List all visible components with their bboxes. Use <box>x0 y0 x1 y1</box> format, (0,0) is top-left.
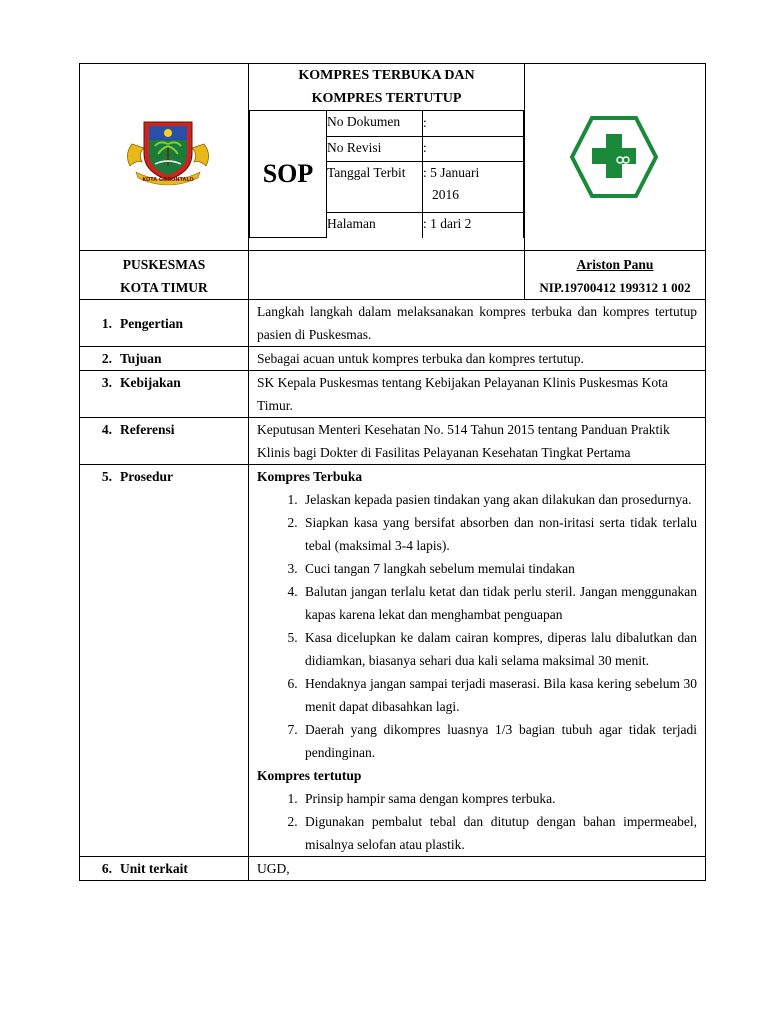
sop-label: SOP <box>250 111 327 238</box>
kompres-terbuka-steps <box>257 488 697 764</box>
svg-text:KOTA GORONTALO: KOTA GORONTALO <box>142 177 194 183</box>
meta-value-no-dokumen: : <box>423 111 524 137</box>
meta-table <box>249 110 524 238</box>
section-content-tujuan: Sebagai acuan untuk kompres terbuka dan kompres tertutup. <box>249 347 706 371</box>
list-item: 1. Prinsip hampir sama dengan kompres terbuka. <box>301 787 697 810</box>
list-item: 7. Daerah yang dikompres luasnya 1/3 bagian tubuh agar tidak terjadi pendinginan. <box>301 718 697 764</box>
list-item: 4. Balutan jangan terlalu ketat dan tidak perlu steril. Jangan menggunakan kapas karena lekat dan menghambat penguapan <box>301 580 697 626</box>
section-content-unit-terkait: UGD, <box>249 857 706 881</box>
gorontalo-regency-emblem-icon <box>122 114 214 186</box>
meta-value-tanggal-terbit: : 5 Januari 2016 <box>423 162 524 212</box>
section-label-pengertian: 1. Pengertian <box>80 300 249 347</box>
meta-key-no-dokumen: No Dokumen <box>327 111 423 137</box>
signatory-nip: NIP.19700412 199312 1 002 <box>539 280 691 295</box>
meta-key-halaman: Halaman <box>327 212 423 237</box>
section-label-prosedur: 5. Prosedur <box>80 465 249 857</box>
org-name-line-1: PUSKESMAS <box>122 257 206 272</box>
right-logo-cell <box>525 64 706 251</box>
title-cell <box>249 64 525 251</box>
list-item: 2. Siapkan kasa yang bersifat absorben dan non-iritasi serta tidak terlalu tebal (maksimal 3-4 lapis). <box>301 511 697 557</box>
kompres-terbuka-heading: Kompres Terbuka <box>257 469 363 484</box>
section-label-referensi: 4. Referensi <box>80 418 249 465</box>
section-label-kebijakan: 3. Kebijakan <box>80 371 249 418</box>
signatory-cell <box>525 251 706 300</box>
sop-table <box>79 63 706 881</box>
section-label-tujuan: 2. Tujuan <box>80 347 249 371</box>
org-name-cell <box>80 251 249 300</box>
puskesmas-cross-logo-icon <box>570 116 658 198</box>
section-content-prosedur <box>249 465 706 857</box>
kompres-tertutup-heading: Kompres tertutup <box>257 768 362 783</box>
section-label-unit-terkait: 6. Unit terkait <box>80 857 249 881</box>
meta-value-no-revisi: : <box>423 136 524 162</box>
document-title <box>249 64 524 110</box>
list-item: 3. Cuci tangan 7 langkah sebelum memulai tindakan <box>301 557 697 580</box>
title-line-2: KOMPRES TERTUTUP <box>311 91 462 106</box>
meta-key-tanggal-terbit: Tanggal Terbit <box>327 162 423 212</box>
meta-value-halaman: : 1 dari 2 <box>423 212 524 237</box>
signatory-name: Ariston Panu <box>576 257 654 272</box>
list-item: 5. Kasa dicelupkan ke dalam cairan kompres, diperas lalu dibalutkan dan didiamkan, biasanya sehari dua kali selama maksimal 30 menit. <box>301 626 697 672</box>
list-item: 2. Digunakan pembalut tebal dan ditutup dengan bahan impermeabel, misalnya selofan atau plastik. <box>301 810 697 856</box>
kompres-tertutup-steps <box>257 787 697 856</box>
section-content-kebijakan: SK Kepala Puskesmas tentang Kebijakan Pelayanan Klinis Puskesmas Kota Timur. <box>249 371 706 418</box>
signature-space-cell <box>249 251 525 300</box>
meta-key-no-revisi: No Revisi <box>327 136 423 162</box>
section-content-pengertian: Langkah langkah dalam melaksanakan kompres terbuka dan kompres tertutup pasien di Puskesmas. <box>249 300 706 347</box>
left-logo-cell <box>80 64 249 251</box>
org-name-line-2: KOTA TIMUR <box>120 280 208 295</box>
list-item: 6. Hendaknya jangan sampai terjadi maserasi. Bila kasa kering sebelum 30 menit dapat dibasahkan lagi. <box>301 672 697 718</box>
section-content-referensi: Keputusan Menteri Kesehatan No. 514 Tahun 2015 tentang Panduan Praktik Klinis bagi Dokter di Fasilitas Pelayanan Kesehatan Tingkat Pertama <box>249 418 706 465</box>
title-line-1: KOMPRES TERBUKA DAN <box>298 68 475 83</box>
list-item: 1. Jelaskan kepada pasien tindakan yang akan dilakukan dan prosedurnya. <box>301 488 697 511</box>
